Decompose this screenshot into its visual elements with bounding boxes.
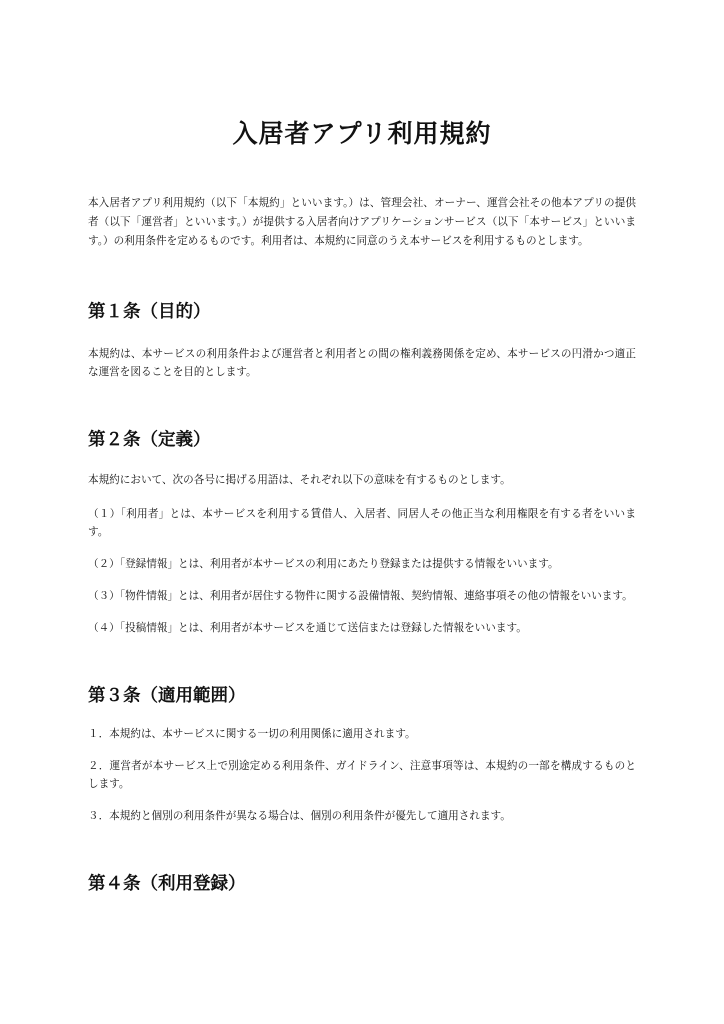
article-1: [88, 299, 636, 381]
document-title: 入居者アプリ利用規約: [232, 119, 492, 148]
article-1-body: 本規約は、本サービスの利用条件および運営者と利用者との間の権利義務関係を定め、本サービスの円滑かつ適正な運営を図ることを目的とします。: [88, 348, 636, 378]
preamble: 本入居者アプリ利用規約（以下「本規約」といいます。）は、管理会社、オーナー、運営会社その他本アプリの提供者（以下「運営者」といいます。）が提供する入居者向けアプリケーションサービス（以下「本サービス」といいます。）の利用条件を定めるものです。利用者は、本規約に同意のうえ本サービスを利用するものとします。: [88, 197, 636, 247]
article-3-item-1: １．本規約は、本サービスに関する一切の利用関係に適用されます。: [88, 728, 416, 740]
article-2: [88, 427, 636, 637]
article-1-heading: 第１条（目的）: [88, 302, 211, 322]
article-3: [88, 683, 636, 825]
article-2-intro: 本規約において、次の各号に掲げる用語は、それぞれ以下の意味を有するものとします。: [88, 474, 511, 486]
article-2-item-4: （４）「投稿情報」とは、利用者が本サービスを通じて送信または登録した情報をいいます。: [88, 622, 527, 634]
article-3-item-2: ２．運営者が本サービス上で別途定める利用条件、ガイドライン、注意事項等は、本規約の一部を構成するものとします。: [88, 760, 636, 790]
article-2-item-1: （１）「利用者」とは、本サービスを利用する賃借人、入居者、同居人その他正当な利用権限を有する者をいいます。: [88, 508, 636, 538]
article-4-heading: 第４条（利用登録）: [88, 874, 246, 894]
article-4: [88, 871, 636, 897]
article-3-heading: 第３条（適用範囲）: [88, 686, 246, 706]
article-2-heading: 第２条（定義）: [88, 430, 211, 450]
article-2-item-3: （３）「物件情報」とは、利用者が居住する物件に関する設備情報、契約情報、連絡事項その他の情報をいいます。: [88, 590, 633, 602]
article-2-item-2: （２）「登録情報」とは、利用者が本サービスの利用にあたり登録または提供する情報をいいます。: [88, 558, 559, 570]
article-3-item-3: ３．本規約と個別の利用条件が異なる場合は、個別の利用条件が優先して適用されます。: [88, 810, 511, 822]
